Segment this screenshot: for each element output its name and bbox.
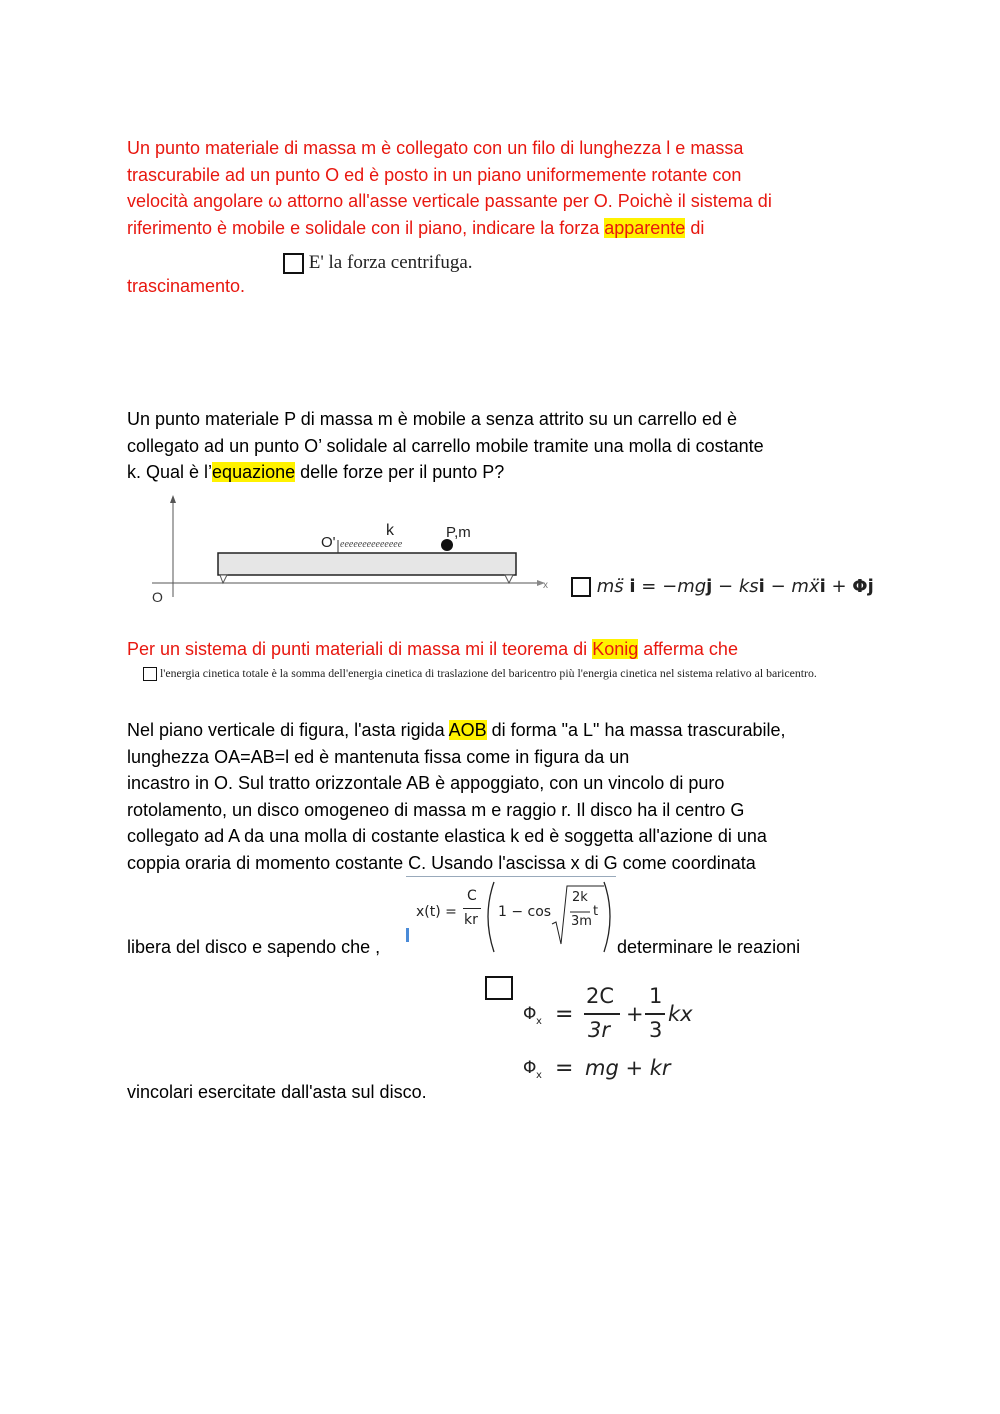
plus-1: + [626,1002,644,1026]
q2-ans-phi: Φ [852,576,868,597]
y-axis-arrow-icon [170,495,176,503]
q2-ans-j2: j [867,576,874,597]
q1-answer [283,252,473,274]
q1-line-2: trascurabile ad un punto O ed è posto in un piano uniformemente rotante con [127,164,742,185]
q2-line-3-end: delle forze per il punto P? [295,462,505,482]
q2-ans-i3: i [819,576,826,597]
q1-line-4-start: riferimento è mobile e solidale con il piano, indicare la forza [127,217,605,238]
highlight-konig: Konig [592,639,639,659]
q1-line-1: Un punto materiale di massa m è collegato con un filo di lunghezza l e massa [127,138,744,158]
q2-line-3 [127,459,764,486]
q1-line-4 [127,215,772,242]
q1-line-5: trascinamento. [127,276,246,296]
rhs-mg-kr: mg + kr [585,1056,671,1080]
x-axis-label: x [543,580,548,591]
q3-line-end: afferma che [638,639,738,659]
phi-x-symbol: Φ [523,1004,537,1024]
checkbox-icon[interactable] [143,667,157,681]
q2-ans-plus: + [825,576,853,597]
o-prime-label: O' [321,534,336,551]
q2-ans-sdd: s̈ [614,576,624,597]
cart-diagram [140,485,560,610]
eq-2: = [555,1056,574,1081]
q4-line-2: lunghezza OA=AB=l ed è mantenuta fissa come in figura da un [127,746,630,767]
q2-line-1: Un punto materiale P di massa m è mobile a senza attrito su un carrello ed è [127,409,737,429]
q2-line-3-start: k. Qual è l’ [127,462,213,482]
q2-answer [571,576,874,597]
position-formula [406,876,616,956]
q4-line-1 [127,717,786,744]
checkbox-icon[interactable] [283,253,304,274]
q2-ans-i2: i [758,576,765,597]
q4-line-3: incastro in O. Sul tratto orizzontale AB è appoggiato, con un vincolo di puro [127,773,725,793]
q4-line-7-end: determinare le reazioni [617,937,801,957]
formula-fraction-bar [463,908,481,909]
phi-y-symbol: Φ [523,1058,537,1078]
frac-1: 1 [649,984,663,1008]
frac-bar-1 [584,1013,620,1015]
formula-top-border [406,876,616,877]
q2-ans-minus-2: − [764,576,792,597]
question-1-text [127,135,772,241]
q4-line-1-start: Nel piano verticale di figura, l'asta rigida [127,720,449,740]
q2-ans-eq: = − [635,576,678,597]
q4-answer [485,974,715,1089]
q1-answer-text: E' la forza centrifuga. [308,252,473,273]
spring-label: k [386,522,394,539]
question-4-text [127,717,786,876]
q1-line-3: velocità angolare ω attorno all'asse verticale passante per O. Poichè il sistema di [127,191,772,211]
formula-c: C [467,888,477,904]
q4-line-8: vincolari esercitate dall'asta sul disco. [127,1082,427,1102]
q3-answer-text: l'energia cinetica totale è la somma dell'energia cinetica di traslazione del baricentro più l'energia cinetica nel sistema relativo al baricentro. [159,666,817,680]
formula-t: t [593,904,599,919]
q2-ans-j1: j [706,576,713,597]
frac-3: 3 [649,1018,663,1042]
phi-x-sub: x [536,1016,542,1027]
q2-ans-i: i [629,576,636,597]
cart-body [218,553,516,575]
eq-1: = [555,1002,574,1027]
q4-line-4: rotolamento, un disco omogeneo di massa m e raggio r. Il disco ha il centro G [127,799,745,820]
highlight-apparente: apparente [604,217,686,238]
checkbox-icon[interactable] [485,976,513,1000]
formula-left-marker [406,928,409,942]
q2-line-2: collegato ad un punto O’ solidale al carrello mobile tramite una molla di costante [127,435,764,456]
q2-ans-mx: mẍ [791,576,820,597]
formula-2k: 2k [572,890,588,905]
frac-3r: 3r [588,1018,610,1042]
highlight-equazione: equazione [212,462,296,482]
q2-ans-mg: mg [677,576,707,597]
question-3-text [127,636,738,663]
origin-label: O [152,589,163,605]
spring-coil: eeeeeeeeeeeeee [340,539,403,550]
formula-one-minus-cos: 1 − cos [498,904,552,920]
phi-y-sub: x [536,1070,542,1081]
right-wheel-support [505,575,513,583]
q2-ans-m: m [596,576,615,597]
frac-bar-2 [645,1013,665,1015]
q3-answer [143,666,817,681]
q4-line-6: coppia oraria di momento costante C. Usando l'ascissa x di G come coordinata [127,852,756,873]
q4-line-7-start: libera del disco e sapendo che , [127,937,381,957]
highlight-aob: AOB [448,720,487,740]
point-label: P,m [446,524,471,541]
q1-line-4-end: di [685,217,705,238]
kx-term: kx [668,1002,693,1026]
formula-kr: kr [464,912,478,928]
q4-line-5: collegato ad A da una molla di costante elastica k ed è soggetta all'azione di una [127,826,767,846]
q2-ans-minus-1: − [712,576,739,597]
formula-3m: 3m [571,914,592,929]
q3-line-start: Per un sistema di punti materiali di massa mi il teorema di [127,639,593,659]
question-2-text [127,406,764,486]
checkbox-icon[interactable] [571,577,591,597]
q4-line-1-end: di forma "a L" ha massa trascurabile, [486,720,786,740]
formula-lhs: x(t) = [416,904,457,920]
frac-2c: 2C [586,984,615,1008]
q2-ans-ks: ks [738,576,759,597]
left-wheel-support [220,575,227,583]
